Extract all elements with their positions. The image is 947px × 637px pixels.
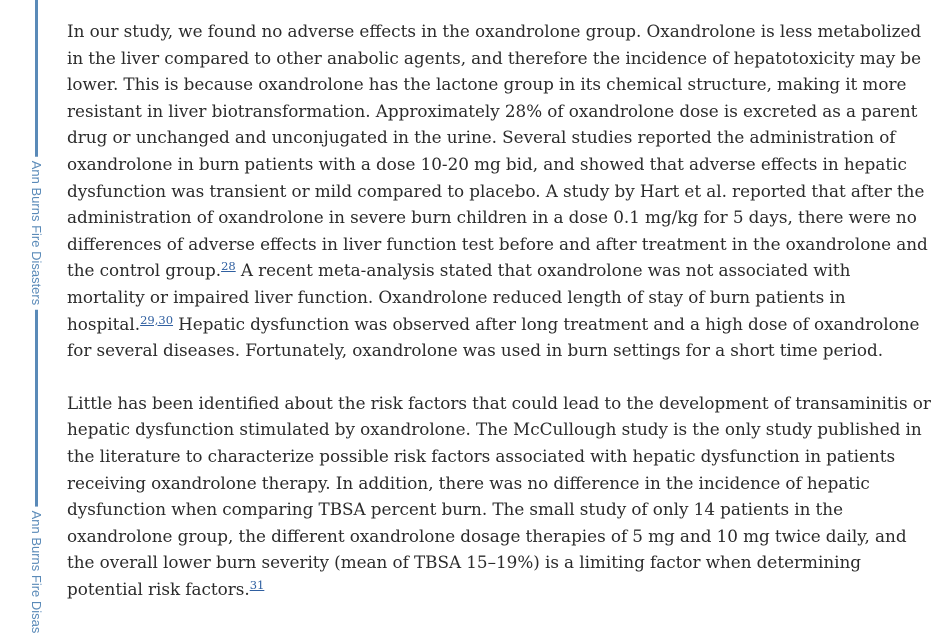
journal-sidebar-label-lower: Ann Burns Fire Disas: [29, 507, 43, 637]
article-body: [67, 18, 933, 628]
citation-link-31[interactable]: 31: [249, 577, 265, 592]
paragraph-text: In our study, we found no adverse effects in the oxandrolone group. Oxandrolone is less metabolized in the liver compared to other anabolic agents, and therefore the incidence of hepatotoxicity may be lower. This is because oxandrolone has the lactone group in its chemical structure, making it more resistant in liver biotransformation. Approximately 28% of oxandrolone dose is excreted as a parent drug or unchanged and unconjugated in the urine. Several studies reported the administration of oxandrolone in burn patients with a dose 10-20 mg bid, and showed that adverse effects in hepatic dysfunction was transient or mild compared to placebo. A study by Hart et al. reported that after the administration of oxandrolone in severe burn children in a dose 0.1 mg/kg for 5 days, there were no differences of adverse effects in liver function test before and after treatment in the oxandrolone and the control group.: [67, 21, 928, 281]
paragraph-text: A recent meta-analysis stated that oxandrolone was not associated with mortality or impaired liver function. Oxandrolone reduced length of stay of burn patients in hospital.: [67, 260, 851, 334]
paragraph-adverse-effects: [67, 18, 933, 364]
paragraph-text: Hepatic dysfunction was observed after long treatment and a high dose of oxandrolone for several diseases. Fortunately, oxandrolone was used in burn settings for a short time period.: [67, 313, 920, 361]
paragraph-risk-factors: [67, 390, 933, 603]
paragraph-text: Little has been identified about the risk factors that could lead to the development of transaminitis or hepatic dysfunction stimulated by oxandrolone. The McCullough study is the only study published in the literature to characterize possible risk factors associated with hepatic dysfunction in patients receiving oxandrolone therapy. In addition, there was no difference in the incidence of hepatic dysfunction when comparing TBSA percent burn. The small study of only 14 patients in the oxandrolone group, the different oxandrolone dosage therapies of 5 mg and 10 mg twice daily, and the overall lower burn severity (mean of TBSA 15–19%) is a limiting factor when determining potential risk factors.: [67, 392, 931, 599]
citation-link-29-30[interactable]: 29,30: [140, 312, 174, 327]
citation-link-28[interactable]: 28: [221, 259, 236, 274]
journal-sidebar-label: Ann Burns Fire Disasters: [29, 157, 43, 310]
